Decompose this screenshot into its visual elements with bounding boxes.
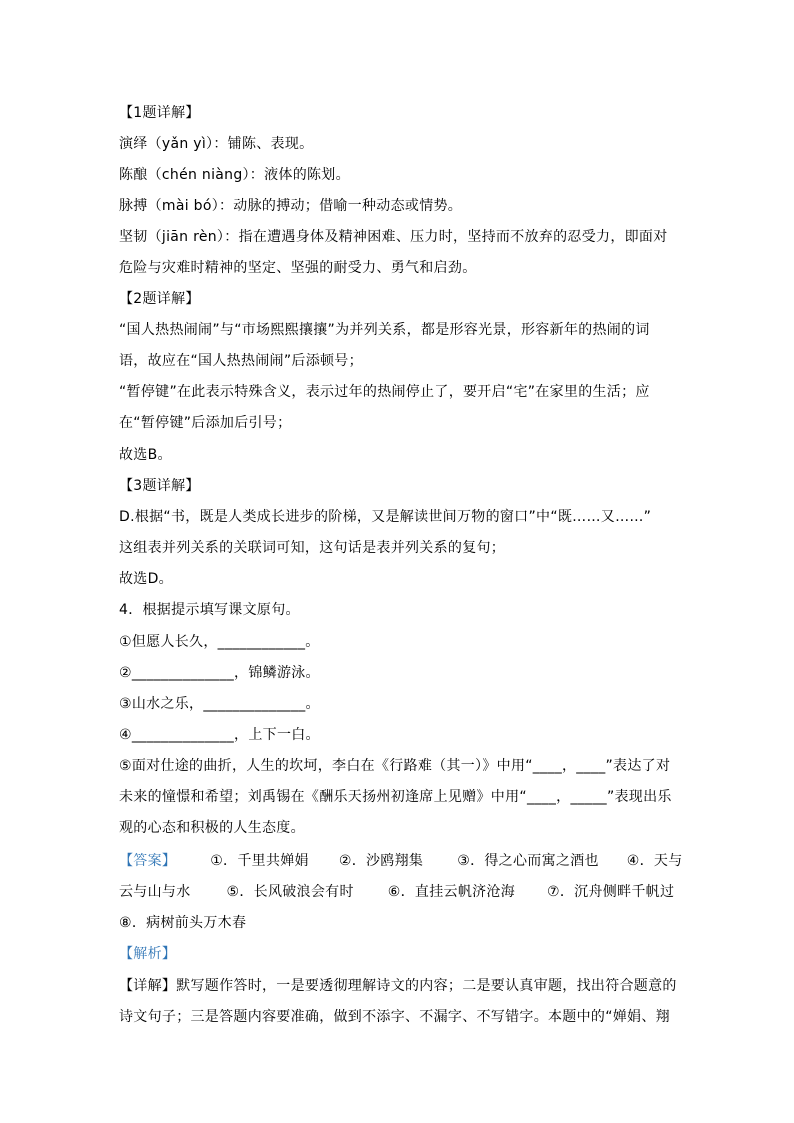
s2-paragraph-1b: 语，故应在“国人热热闹闹”后添顿号； [119,353,363,369]
s1-definition-4a: 坚韧（jiān rèn）：指在遭遇身体及精神困难、压力时，坚持而不放弃的忍受力，即面对 [119,229,668,245]
s2-paragraph-2b: 在“暂停键”后添加后引号； [119,415,292,431]
answer-6: ⑥．直挂云帆济沧海 [387,884,516,900]
section-3-heading: 【3题详解】 [119,478,200,494]
s2-paragraph-2a: “暂停键”在此表示特殊含义，表示过年的热闹停止了，要开启“宅”在家里的生活；应 [119,384,650,400]
analysis-paragraph-1a [119,976,679,996]
s2-answer: 故选B。 [119,447,172,463]
answer-7: ⑦．沉舟侧畔千帆过 [547,884,675,900]
answer-1: ①．千里共婵娟 [210,853,309,869]
q4-item-5c: 观的心态和积极的人生态度。 [119,820,305,836]
answer-label: 【答案】 [119,853,177,869]
answer-row-2 [119,882,679,902]
answer-3: ③．得之心而寓之酒也 [457,853,599,869]
q4-item-2: ②______________，锦鳞游泳。 [119,665,320,681]
answer-8: ⑧．病树前头万木春 [119,915,247,931]
s1-definition-4b: 危险与灾难时精神的坚定、坚强的耐受力、勇气和启劲。 [119,260,477,276]
answer-row-1 [119,851,683,871]
q4-item-1: ①但愿人长久，____________。 [119,634,320,650]
detail-label: 【详解】 [119,978,177,994]
analysis-paragraph-1b: 诗文句子；三是答题内容要准确，做到不添字、不漏字、不写错字。本题中的“婵娟、翔 [119,1009,670,1025]
s1-definition-2: 陈酿（chén niàng）：液体的陈划。 [119,167,350,183]
answer-row-3 [119,913,679,933]
answer-4-part-2: 云与山与水 [119,884,191,900]
answer-5: ⑤．长风破浪会有时 [226,884,354,900]
q4-item-5b: 未来的憧憬和希望；刘禹锡在《酬乐天扬州初逢席上见赠》中用“____，_____”表现出乐 [119,789,672,805]
q4-item-5a: ⑤面对仕途的曲折，人生的坎坷，李白在《行路难（其一）》中用“____，____”表达了对 [119,758,671,774]
q4-item-3: ③山水之乐，______________。 [119,696,320,712]
s1-definition-3: 脉搏（mài bó）：动脉的搏动；借喻一种动态或情势。 [119,198,463,214]
section-1-heading: 【1题详解】 [119,105,200,121]
s3-paragraph-1a: D.根据“书，既是人类成长进步的阶梯，又是解读世间万物的窗口”中“既……又……” [119,509,652,525]
analysis-label: 【解析】 [119,946,177,962]
analysis-text-1a: 默写题作答时，一是要透彻理解诗文的内容；二是要认真审题，找出符合题意的 [176,978,677,994]
s3-paragraph-1b: 这组表并列关系的关联词可知，这句话是表并列关系的复句； [119,540,506,556]
answer-4-part-1: ④．天与 [626,853,683,869]
question-4-stem: 4．根据提示填写课文原句。 [119,602,300,618]
s3-answer: 故选D。 [119,571,173,587]
s1-definition-1: 演绎（yǎn yì）：铺陈、表现。 [119,136,314,152]
section-2-heading: 【2题详解】 [119,291,200,307]
s2-paragraph-1a: “国人热热闹闹”与“市场熙熙攘攘”为并列关系，都是形容光景，形容新年的热闹的词 [119,322,650,338]
answer-2: ②．沙鸥翔集 [338,853,424,869]
q4-item-4: ④______________，上下一白。 [119,727,320,743]
